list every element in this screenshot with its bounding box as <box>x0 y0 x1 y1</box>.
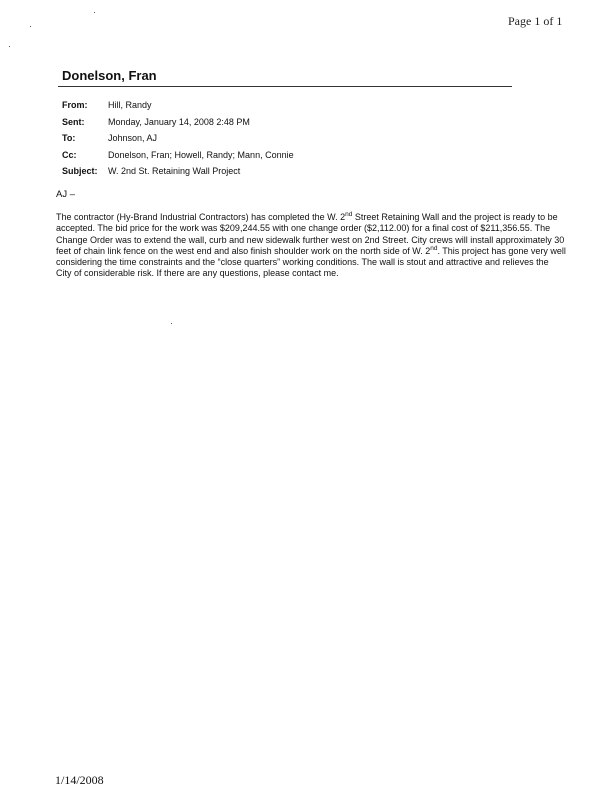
from-value: Hill, Randy <box>108 100 152 111</box>
sender-name: Donelson, Fran <box>62 68 157 83</box>
to-row <box>62 130 294 147</box>
ordinal-suffix: nd <box>430 244 438 252</box>
cc-label: Cc: <box>62 149 77 160</box>
cc-value: Donelson, Fran; Howell, Randy; Mann, Connie <box>108 149 294 160</box>
sent-label: Sent: <box>62 116 85 127</box>
sent-value: Monday, January 14, 2008 2:48 PM <box>108 116 250 127</box>
body-text-part-1: The contractor (Hy-Brand Industrial Contractors) has completed the W. 2 <box>56 212 346 222</box>
scan-speck <box>171 323 172 324</box>
header-divider <box>58 86 512 87</box>
subject-value: W. 2nd St. Retaining Wall Project <box>108 166 241 177</box>
scan-speck <box>94 12 95 13</box>
email-body <box>56 212 566 280</box>
greeting: AJ – <box>56 189 76 200</box>
from-row <box>62 97 294 114</box>
from-label: From: <box>62 100 88 111</box>
subject-row <box>62 163 294 180</box>
sent-row <box>62 114 294 131</box>
to-value: Johnson, AJ <box>108 133 158 144</box>
subject-label: Subject: <box>62 166 98 177</box>
scan-speck <box>30 26 31 27</box>
body-text-part-2: Street Retaining Wall and the project is ready to be accepted. The bid price for the work was $209,244.55 with one change order ($2,112.00) for a final cost of $211,356.55. The Change Order was to extend the wall, curb and new sidewalk further west on 2nd Street. City crews will install approximately 30 feet of chain link fence on the west end and also finish shoulder work on the north side of W. 2 <box>56 212 565 256</box>
to-label: To: <box>62 133 76 144</box>
body-text-part-3: . This project has gone very well considering the time constraints and the “close quarters” working conditions. The wall is stout and attractive and relieves the City of considerable risk. If there are any questions, please contact me. <box>56 245 566 279</box>
page-number: Page 1 of 1 <box>508 14 563 28</box>
email-header-block <box>62 97 294 180</box>
cc-row <box>62 147 294 164</box>
ordinal-suffix: nd <box>345 211 353 218</box>
scan-speck <box>9 46 10 47</box>
footer-date: 1/14/2008 <box>55 773 104 787</box>
